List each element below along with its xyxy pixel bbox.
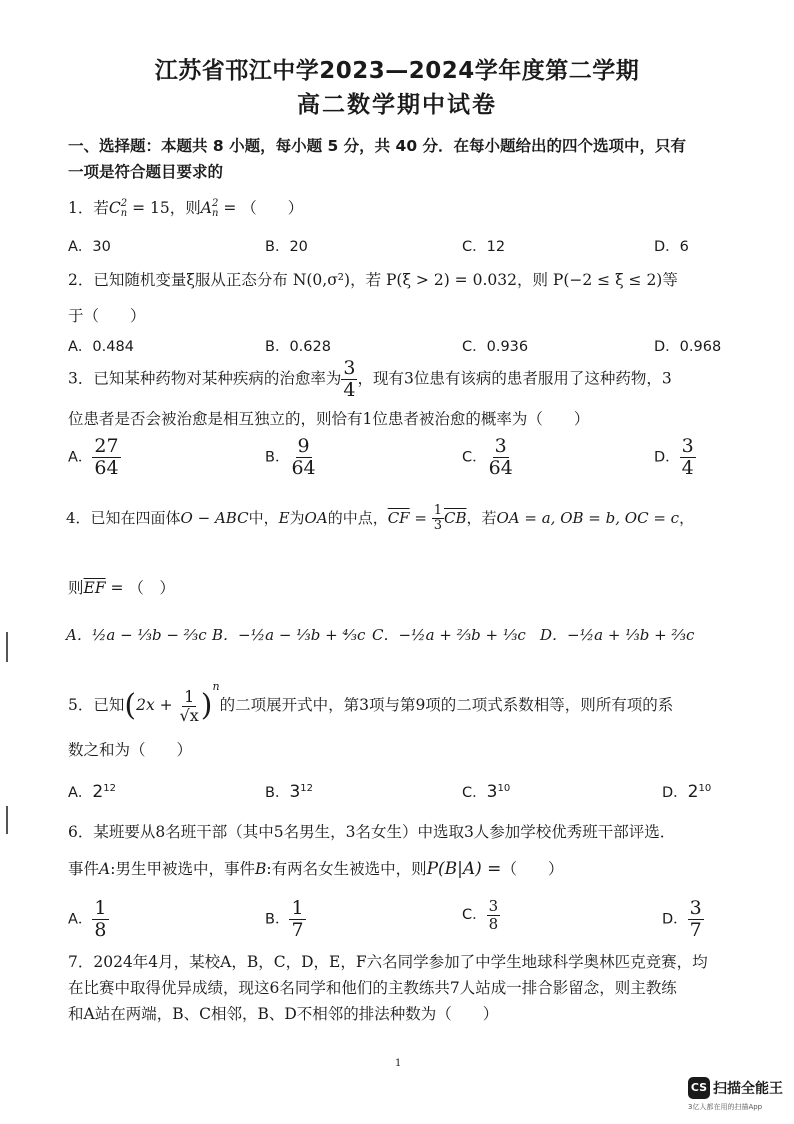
question-4-line1: 4．已知在四面体O − ABC中，E为OA的中点，$\overline{CF}$ = $\frac{1}{3}$ $\overline{CB}$，若OA = a, OB = b, OC = c， xyxy=(66,503,695,534)
arrangement-symbol: A 2 n xyxy=(200,198,219,219)
question-3-line1: 3．已知某种药物对某种疾病的治愈率为 $\frac{3}{4}$ ，现有3位患有该病的患者服用了这种药物，3 xyxy=(68,357,672,401)
question-1: 1．若C 2 n = 15，则A 2 n = （ ） xyxy=(68,198,304,219)
camscanner-name: 扫描全能王 xyxy=(713,1081,783,1097)
question-7-line1: 7．2024年4月，某校A，B，C，D，E，F六名同学参加了中学生地球科学奥林匹克竞赛，均 xyxy=(68,953,708,971)
q1-option-b: B．20 xyxy=(265,239,308,255)
q2-option-b: B．0.628 xyxy=(265,339,331,355)
q6-option-d: D． $\frac{3}{7}$ xyxy=(662,897,702,941)
q5-option-a: A．$2^{12}$ xyxy=(68,782,116,802)
question-6-line1: 6．某班要从8名班干部（其中5名男生，3名女生）中选取3人参加学校优秀班干部评选． xyxy=(68,823,676,841)
q3-option-a: A． $\frac{27}{64}$ xyxy=(68,435,119,479)
exam-title-subject: 高二数学期中试卷 xyxy=(297,92,497,118)
question-2-line1: 2．已知随机变量ξ服从正态分布 N(0,σ²)，若 P(ξ > 2) = 0.032，则 P(−2 ≤ ξ ≤ 2)等 xyxy=(68,271,678,289)
q3-option-d: D． $\frac{3}{4}$ xyxy=(654,435,694,479)
q5-option-b: B．$3^{12}$ xyxy=(265,782,314,802)
q1-option-c: C．12 xyxy=(462,239,506,255)
q3-option-c: C． $\frac{3}{64}$ xyxy=(462,435,513,479)
q4-option-c: C．−½a + ⅔b + ⅓c xyxy=(372,626,526,644)
q2-option-a: A．0.484 xyxy=(68,339,134,355)
question-7-line2: 在比赛中取得优异成绩，现这6名同学和他们的主教练共7人站成一排合影留念，则主教练 xyxy=(68,979,677,997)
q2-option-d: D．0.968 xyxy=(654,339,722,355)
question-7-line3: 和A站在两端，B、C相邻，B、D不相邻的排法种数为（ ） xyxy=(68,1005,499,1023)
section1-header-line2: 一项是符合题目要求的 xyxy=(68,163,224,181)
q5-option-c: C．$3^{10}$ xyxy=(462,782,511,802)
q6-option-a: A． $\frac{1}{8}$ xyxy=(68,897,107,941)
scan-edge-mark xyxy=(6,806,8,834)
page-number: 1 xyxy=(395,1058,402,1069)
question-6-line2: 事件A:男生甲被选中，事件B:有两名女生被选中，则P(B|A) =（ ） xyxy=(68,859,564,879)
camscanner-tagline: 3亿人都在用的扫描App xyxy=(688,1103,763,1111)
question-5-line1: 5．已知(2x + $\frac{1}{√x}$ )$^n$的二项展开式中，第3项与第9项的二项式系数相等，则所有项的系 xyxy=(68,680,674,725)
question-3-line2: 位患者是否会被治愈是相互独立的，则恰有1位患者被治愈的概率为（ ） xyxy=(68,410,590,428)
cure-rate-fraction: $\frac{3}{4}$ xyxy=(343,357,356,401)
q4-option-d: D．−½a + ⅓b + ⅔c xyxy=(540,626,695,644)
question-2-line2: 于（ ） xyxy=(68,307,146,325)
scan-edge-mark xyxy=(6,632,8,662)
question-4-line2: 则$\overline{EF}$ = （ ） xyxy=(68,579,175,597)
question-5-line2: 数之和为（ ） xyxy=(68,741,193,759)
q1-option-d: D．6 xyxy=(654,239,689,255)
q6-option-c: C． $\frac{3}{8}$ xyxy=(462,897,499,933)
q4-option-b: B．−½a − ⅓b + ⁴⁄₃c xyxy=(212,626,366,644)
q3-option-b: B． $\frac{9}{64}$ xyxy=(265,435,316,479)
q1-option-a: A．30 xyxy=(68,239,111,255)
exam-title-school: 江苏省邗江中学2023—2024学年度第二学期 xyxy=(154,58,640,84)
camscanner-logo-icon: CS xyxy=(688,1077,710,1099)
q2-option-c: C．0.936 xyxy=(462,339,529,355)
q5-option-d: D．$2^{10}$ xyxy=(662,782,712,802)
section1-header-line1: 一、选择题：本题共 8 小题，每小题 5 分，共 40 分．在每小题给出的四个选项中，只有 xyxy=(68,137,687,155)
q4-option-a: A．½a − ⅓b − ⅔c xyxy=(66,626,207,644)
q6-option-b: B． $\frac{1}{7}$ xyxy=(265,897,304,941)
combination-symbol: C 2 n xyxy=(108,198,128,219)
